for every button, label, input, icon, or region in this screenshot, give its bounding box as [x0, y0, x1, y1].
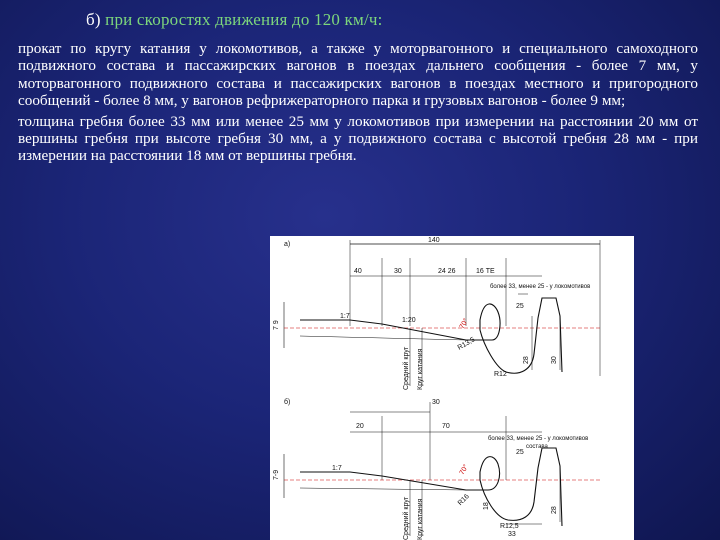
dim-b-33: 33 [508, 531, 516, 538]
side-dim: 7 9 [273, 320, 280, 330]
radius-b-16: R16 [456, 493, 471, 508]
dim-30b: 30 [551, 356, 558, 364]
profile-base [300, 488, 466, 490]
paragraph-rolling-wear: прокат по кругу катания у локомотивов, а также у моторвагонного и специального самоходного подвижного состава и пассажирских вагонов в поездах дальнего сообщения - более 7 мм, у моторвагонного подвижного состава и пассажирских вагонов в поездах местного и пригородного сообщений - более 8 мм, у вагонов рефрижераторного парка и грузовых вагонов - более 9 мм; [18, 40, 698, 110]
dim-40: 40 [354, 268, 362, 275]
dim-25: 25 [516, 303, 524, 310]
label-b-average-circle: Средний круг [403, 496, 410, 540]
dim-b-25: 25 [516, 449, 524, 456]
label-rolling-circle: Круг катания [417, 348, 424, 390]
dim-b-18: 18 [483, 502, 490, 510]
dim-16: 16 ТЕ [476, 268, 495, 275]
radius-13: R13,5 [456, 336, 477, 352]
radius-12: R12 [494, 371, 507, 378]
body-text [18, 40, 698, 168]
slope-1-20: 1:20 [402, 317, 416, 324]
paragraph-flange-thickness: толщина гребня более 33 мм или менее 25 мм у локомотивов при измерении на расстоянии 20 мм от вершины гребня при высоте гребня 30 мм, а у подвижного состава с высотой гребня 28 мм - при измерении на расстоянии 18 мм от вершины гребня. [18, 112, 698, 165]
panel-b-letter: б) [284, 399, 291, 406]
slide-heading [86, 10, 383, 30]
radius-b-12-5: R12,5 [500, 523, 519, 530]
panel-b [273, 398, 600, 540]
label-average-circle: Средний круг [403, 346, 410, 390]
wheel-profile-figure [270, 236, 634, 540]
label-b-rolling-circle: Круг катания [417, 498, 424, 540]
profile-base [300, 336, 466, 340]
side-dim-b: 7-9 [273, 469, 280, 480]
dim-28: 28 [523, 356, 530, 364]
dim-b-70: 70 [442, 423, 450, 430]
wheel-profile-b [300, 448, 562, 526]
flange-note-b: более 33, менее 25 - у локомотивов [488, 436, 589, 442]
flange-note: более 33, менее 25 - у локомотивов [490, 284, 591, 290]
panel-a [273, 237, 600, 390]
dim-24-26: 24 26 [438, 268, 456, 275]
angle-b-70: 70° [458, 463, 471, 477]
wheel-profile-drawing [270, 236, 634, 540]
slope-b-1-7: 1:7 [332, 465, 342, 472]
dim-total: 140 [428, 237, 440, 244]
panel-a-letter: а) [284, 241, 291, 248]
dim-b-20: 20 [356, 423, 364, 430]
angle-70: 70° [458, 317, 471, 331]
heading-prefix: б) [86, 10, 106, 29]
slope-1-7: 1:7 [340, 313, 350, 320]
dim-b-30: 30 [432, 399, 440, 406]
dim-30: 30 [394, 268, 402, 275]
flange-note-b2: состава [526, 444, 548, 450]
dim-b-28: 28 [551, 506, 558, 514]
heading-highlight: при скоростях движения до 120 км/ч: [105, 10, 383, 29]
